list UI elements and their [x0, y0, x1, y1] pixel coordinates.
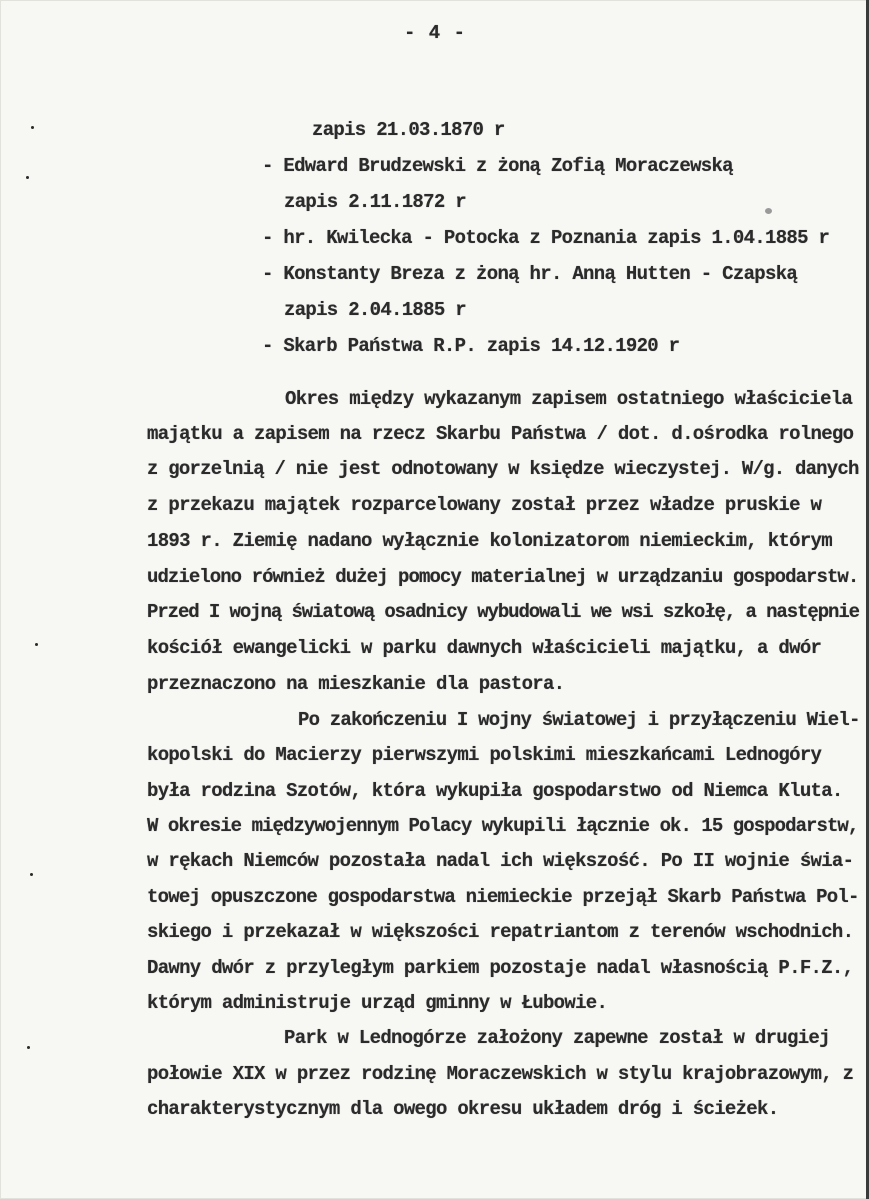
text-line: Przed I wojną światową osadnicy wybudowali we wsi szkołę, a następnie — [147, 601, 859, 623]
text-line: - Edward Brudzewski z żoną Zofią Moraczewską — [262, 155, 733, 177]
ink-blot — [765, 208, 772, 214]
text-line: kopolski do Macierzy pierwszymi polskimi mieszkańcami Lednogóry — [147, 744, 822, 766]
margin-mark — [26, 176, 29, 179]
text-line: charakterystycznym dla owego okresu układem dróg i ścieżek. — [147, 1098, 779, 1120]
margin-mark — [31, 126, 34, 129]
text-line: kościół ewangelicki w parku dawnych właścicieli majątku, a dwór — [147, 637, 822, 659]
text-line: - Skarb Państwa R.P. zapis 14.12.1920 r — [262, 335, 680, 357]
text-line: Dawny dwór z przyległym parkiem pozostaje nadal własnością P.F.Z., — [147, 957, 854, 979]
text-line: towej opuszczone gospodarstwa niemieckie przejął Skarb Państwa Pol- — [147, 886, 859, 908]
text-line: udzielono również dużej pomocy materialnej w urządzaniu gospodarstw. — [147, 566, 859, 588]
text-line: którym administruje urząd gminny w Łubowie. — [147, 992, 608, 1014]
text-line: - hr. Kwilecka - Potocka z Poznania zapis 1.04.1885 r — [262, 227, 830, 249]
text-line: majątku a zapisem na rzecz Skarbu Państwa / dot. d.ośrodka rolnego — [147, 423, 854, 445]
text-line: 1893 r. Ziemię nadano wyłącznie kolonizatorom niemieckim, którym — [147, 530, 832, 552]
text-line: zapis 2.11.1872 r — [284, 191, 466, 213]
text-line: zapis 2.04.1885 r — [284, 299, 466, 321]
text-line: skiego i przekazał w większości repatriantom z terenów wschodnich. — [147, 921, 854, 943]
text-line: w rękach Niemców pozostała nadal ich większość. Po II wojnie świa- — [147, 850, 854, 872]
text-line: przeznaczono na mieszkanie dla pastora. — [147, 673, 565, 695]
margin-mark — [27, 1046, 30, 1049]
text-line: była rodzina Szotów, która wykupiła gospodarstwo od Niemca Kluta. — [147, 780, 843, 802]
margin-mark — [35, 643, 38, 646]
text-line: Po zakończeniu I wojny światowej i przyłączeniu Wiel- — [298, 709, 860, 731]
text-line: z gorzelnią / nie jest odnotowany w księdze wieczystej. W/g. danych — [147, 458, 859, 480]
text-line: Park w Lednogórze założony zapewne został w drugiej — [284, 1027, 830, 1049]
text-line: - Konstanty Breza z żoną hr. Anną Hutten - Czapską — [262, 263, 798, 285]
text-line: W okresie międzywojennym Polacy wykupili łącznie ok. 15 gospodarstw, — [147, 815, 859, 837]
text-line: połowie XIX w przez rodzinę Moraczewskich w stylu krajobrazowym, z — [147, 1063, 854, 1085]
text-line: zapis 21.03.1870 r — [312, 119, 505, 141]
margin-mark — [30, 873, 33, 876]
page-number: - 4 - — [404, 22, 467, 44]
text-line: z przekazu majątek rozparcelowany został przez władze pruskie w — [147, 494, 822, 516]
text-line: Okres między wykazanym zapisem ostatniego właściciela — [285, 388, 853, 410]
